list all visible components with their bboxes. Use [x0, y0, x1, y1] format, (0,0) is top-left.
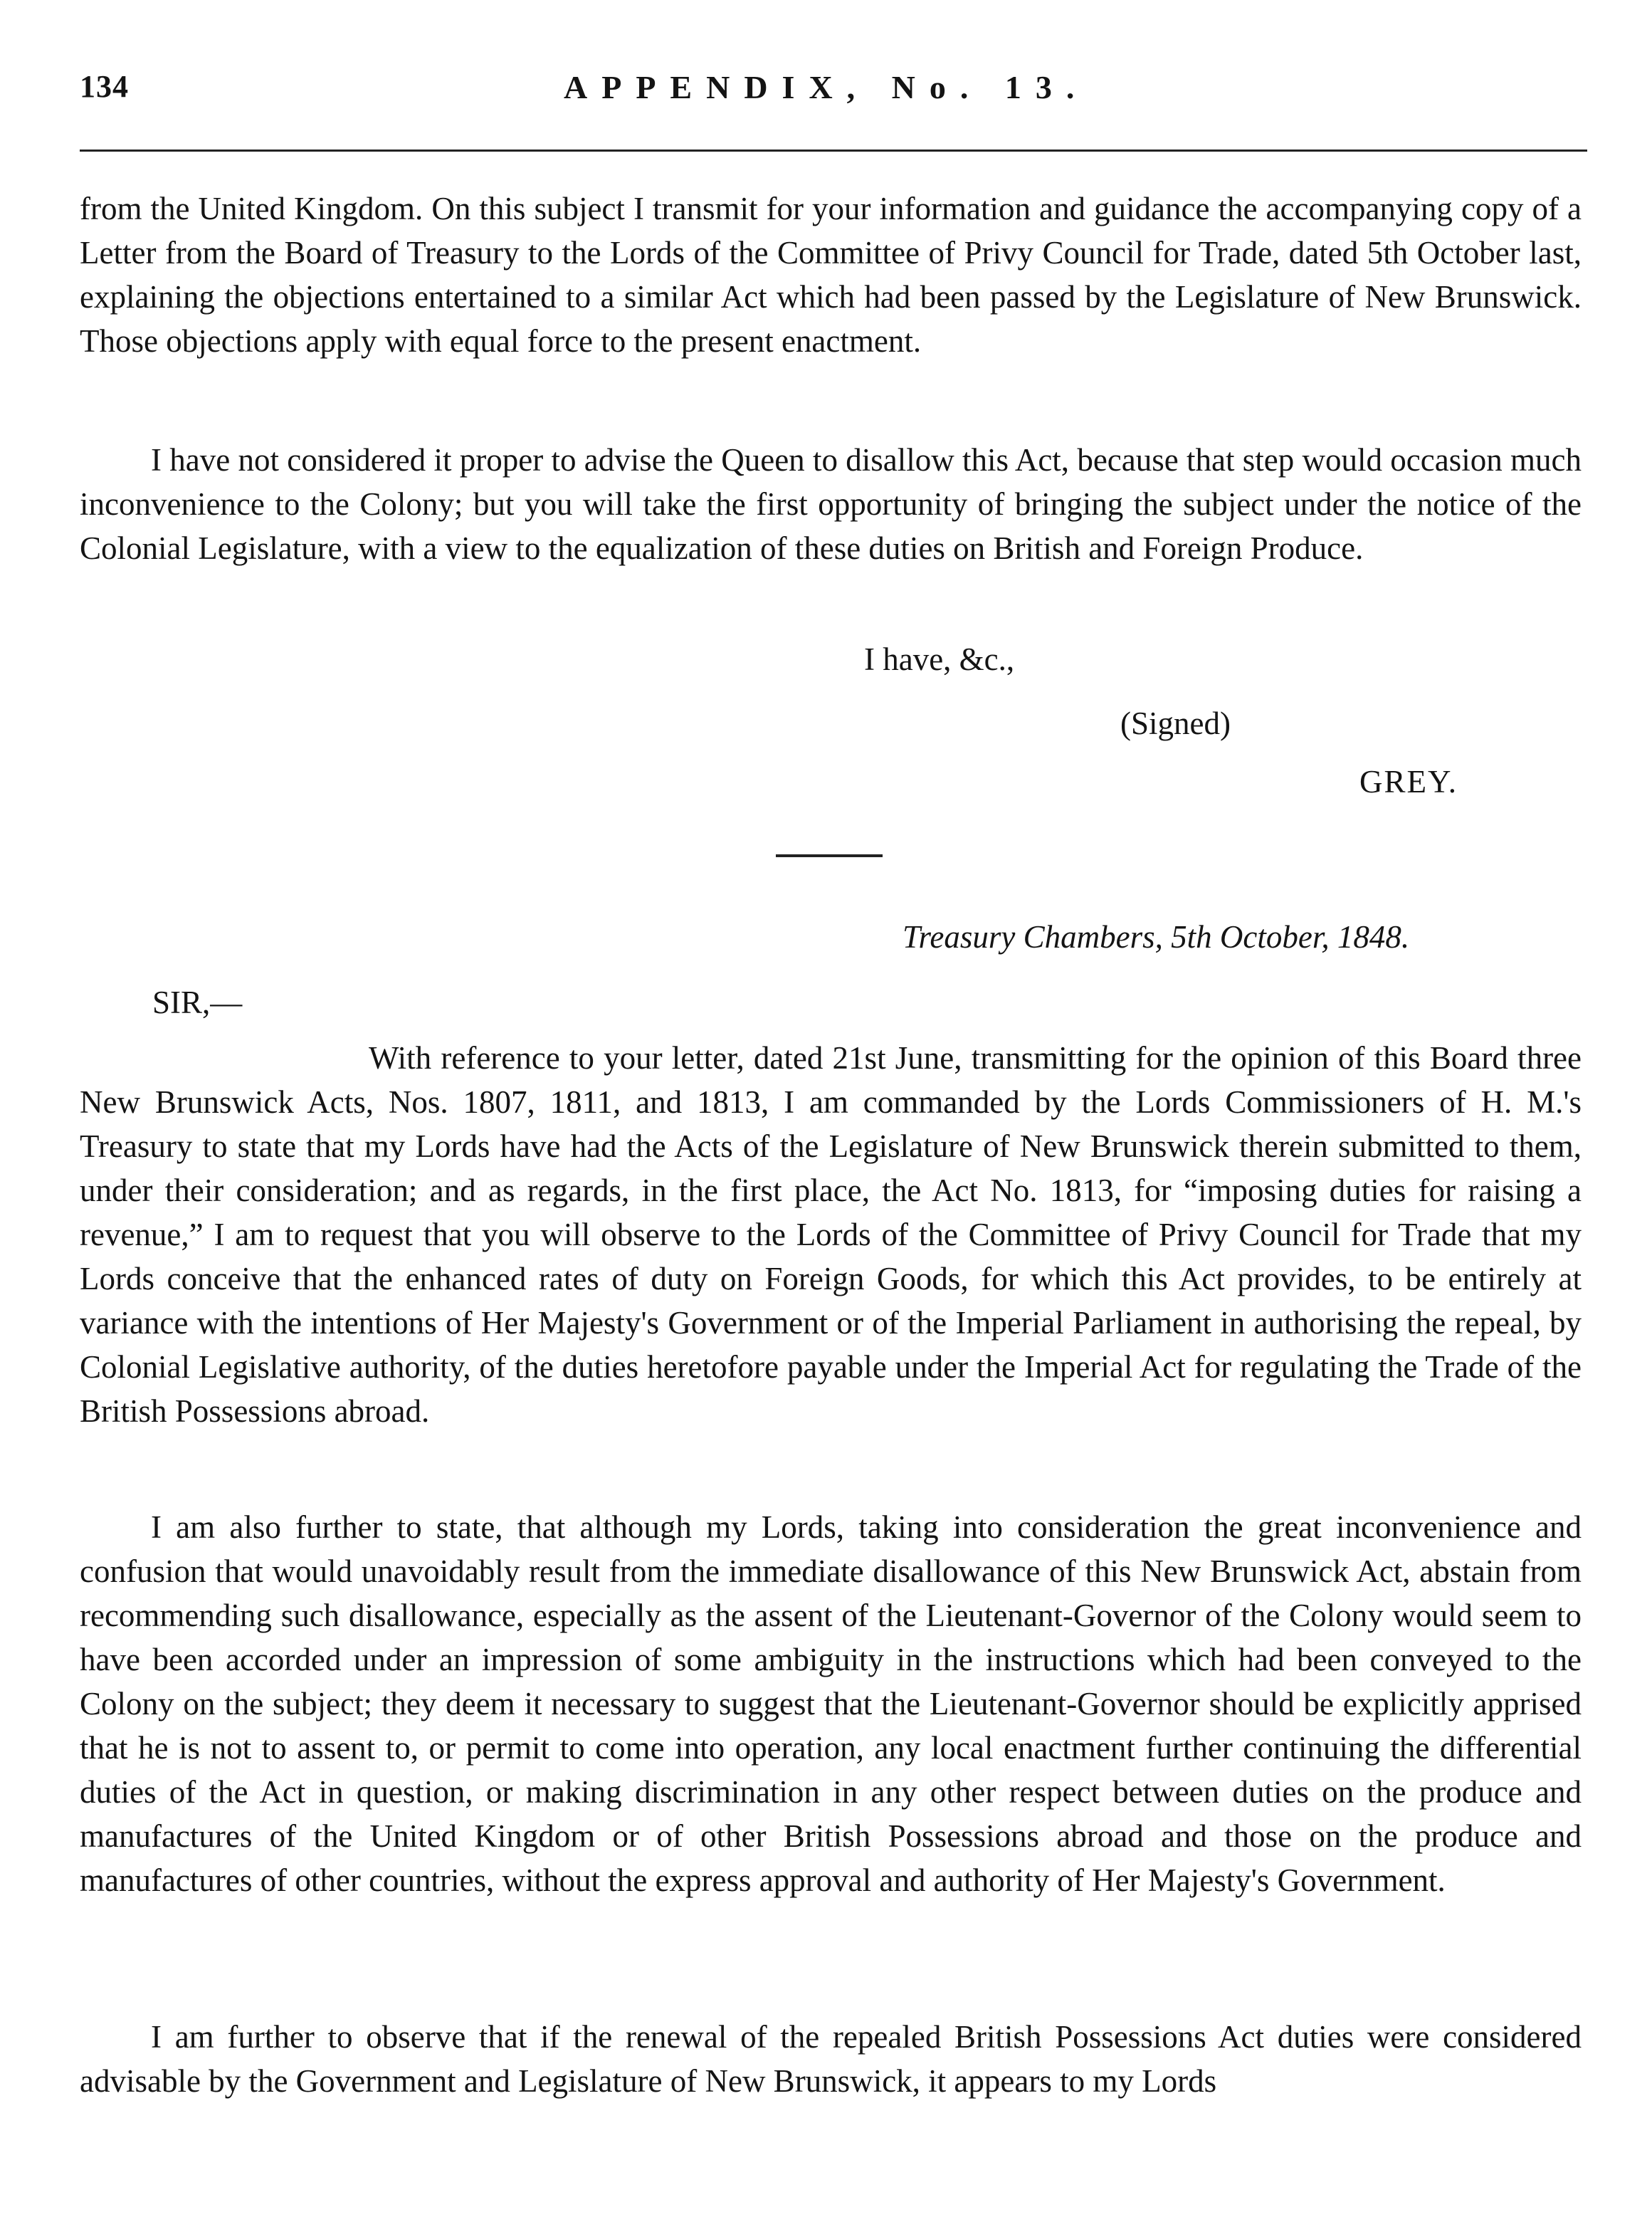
- letter-one-paragraph-2: I have not considered it proper to advise the Queen to disallow this Act, because that step would occasion much inconvenience to the Colony; but you will take the first opportunity of bringing the subject under the notice of the Colonial Legislature, with a view to the equalization of these duties on British and Foreign Produce.: [80, 442, 1582, 566]
- letter-closing: I have, &c.,: [864, 641, 1015, 677]
- header-rule: [80, 150, 1587, 152]
- page-header: [80, 68, 1587, 118]
- signed-label: (Signed): [1120, 706, 1231, 741]
- signatory-name: GREY.: [1359, 764, 1458, 800]
- section-separator: [776, 854, 883, 857]
- page-number: 134: [80, 69, 129, 104]
- letter-two-paragraph-3: I am further to observe that if the renewal of the repealed British Possessions Act duties were considered advisable by the Government and Legislature of New Brunswick, it appears to my Lords: [80, 2019, 1582, 2099]
- salutation: SIR,—: [152, 985, 243, 1020]
- running-title: APPENDIX, No. 13.: [564, 69, 1089, 105]
- letter-two-paragraph-1: With reference to your letter, dated 21st June, transmitting for the opinion of this Board three New Brunswick Acts, Nos. 1807, 1811, and 1813, I am commanded by the Lords Commissioners of H. M.'s Treasury to state that my Lords have had the Acts of the Legislature of New Brunswick therein submitted to them, under their consideration; and as regards, in the first place, the Act No. 1813, for “imposing duties for raising a revenue,” I am to request that you will observe to the Lords of the Committee of Privy Council for Trade that my Lords conceive that the enhanced rates of duty on Foreign Goods, for which this Act provides, to be entirely at variance with the intentions of Her Majesty's Government or of the Imperial Parliament in authorising the repeal, by Colonial Legislative authority, of the duties heretofore payable under the Imperial Act for regulating the Trade of the British Possessions abroad.: [80, 1040, 1582, 1429]
- letter-one-paragraph-1: from the United Kingdom. On this subject I transmit for your information and guidance the accompanying copy of a Letter from the Board of Treasury to the Lords of the Committee of Privy Council for Trade, dated 5th October last, explaining the objections entertained to a similar Act which had been passed by the Legislature of New Brunswick. Those objections apply with equal force to the present enactment.: [80, 191, 1582, 359]
- letter-dateline: Treasury Chambers, 5th October, 1848.: [903, 919, 1410, 955]
- letter-two-paragraph-2: I am also further to state, that although my Lords, taking into consideration the great inconvenience and confusion that would unavoidably result from the immediate disallowance of this New Brunswick Act, abstain from recommending such disallowance, especially as the assent of the Lieutenant-Governor of the Colony would seem to have been accorded under an impression of some ambiguity in the instructions which had been conveyed to the Colony on the subject; they deem it necessary to suggest that the Lieutenant-Governor should be explicitly apprised that he is not to assent to, or permit to come into operation, any local enactment further continuing the differential duties of the Act in question, or making discrimination in any other respect between duties on the produce and manufactures of the United Kingdom or of other British Possessions abroad and those on the produce and manufactures of other countries, without the express approval and authority of Her Majesty's Government.: [80, 1509, 1582, 1898]
